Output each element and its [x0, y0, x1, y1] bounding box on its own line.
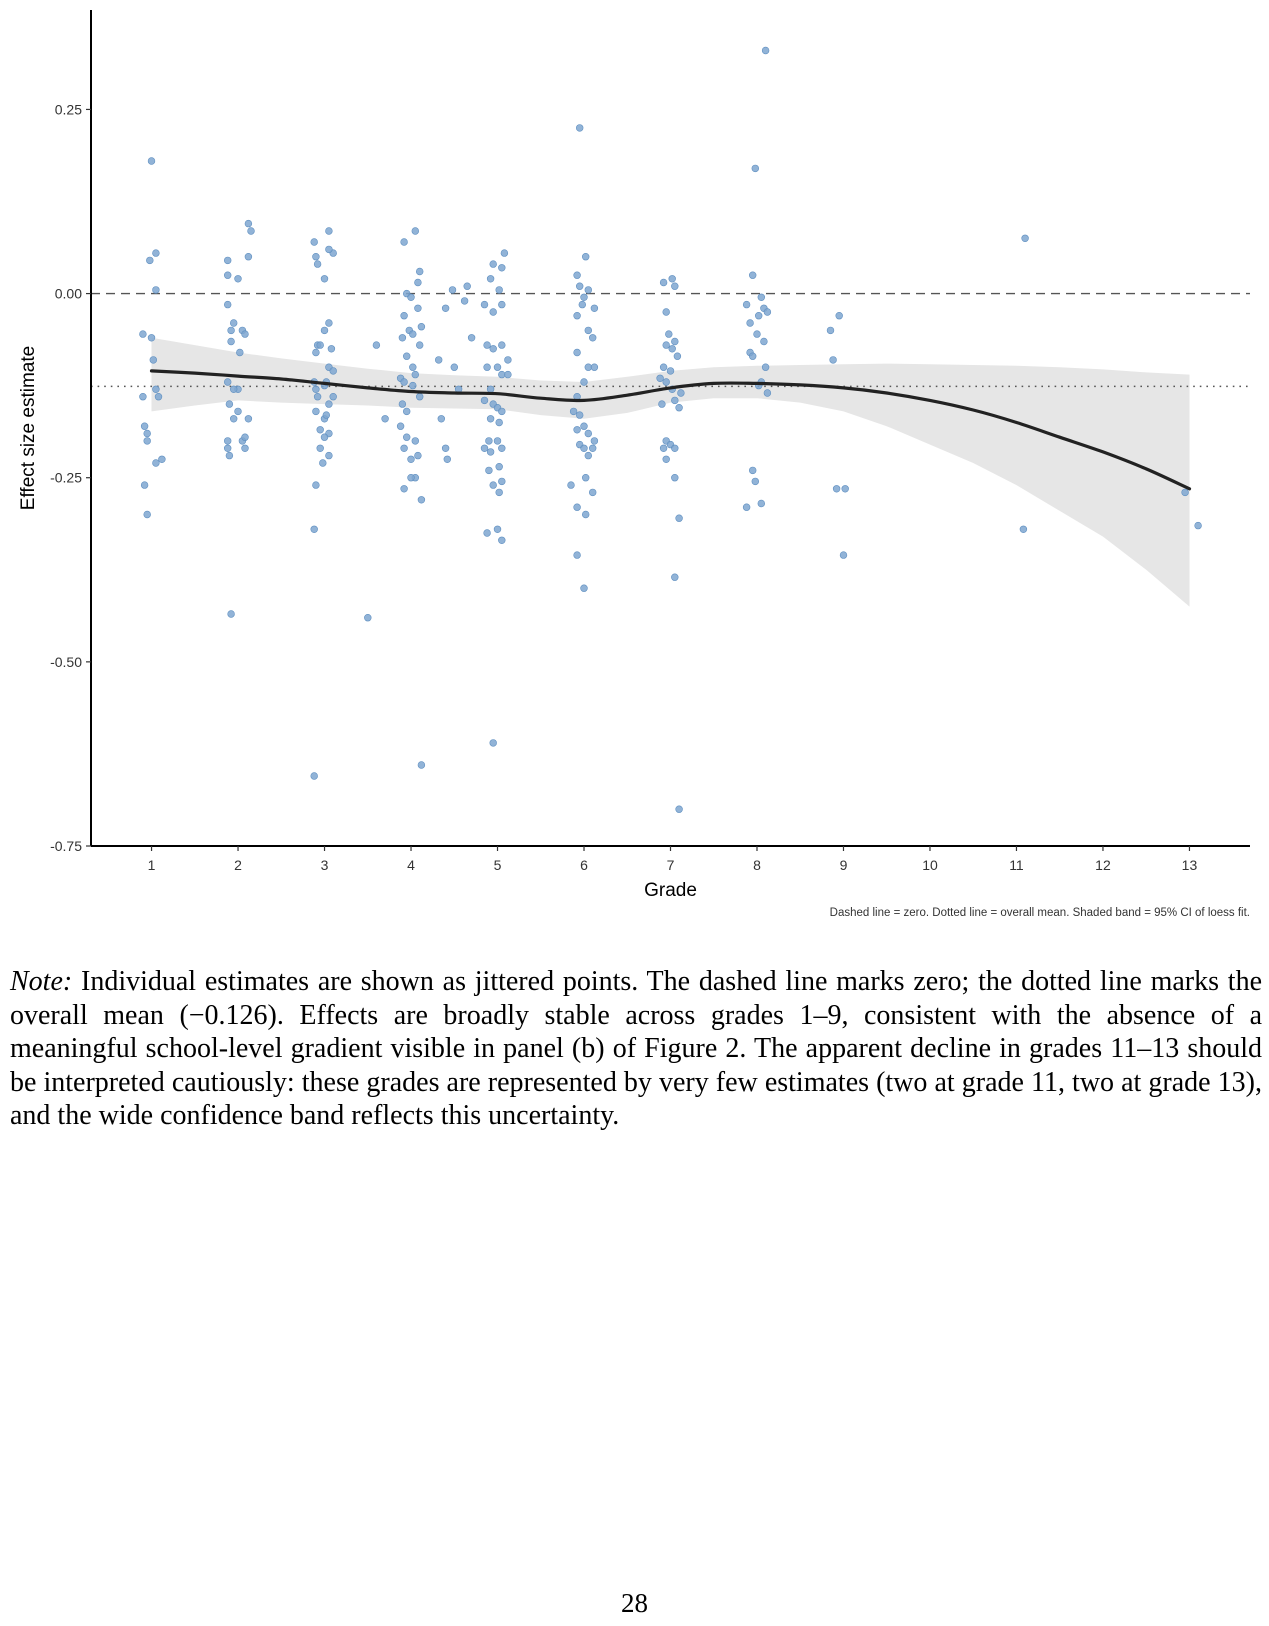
- data-point: [373, 342, 380, 349]
- data-point: [589, 334, 596, 341]
- data-point: [581, 585, 588, 592]
- data-point: [401, 312, 408, 319]
- confidence-band-layer: [152, 338, 1190, 607]
- x-tick-label: 8: [753, 857, 761, 873]
- data-point: [755, 312, 762, 319]
- data-point: [415, 305, 422, 312]
- data-point: [148, 334, 155, 341]
- data-point: [585, 287, 592, 294]
- x-tick-label: 9: [839, 857, 848, 873]
- data-point: [671, 445, 678, 452]
- data-point: [498, 445, 505, 452]
- data-point: [153, 386, 160, 393]
- data-point: [486, 438, 493, 445]
- data-point: [743, 504, 750, 511]
- data-point: [671, 574, 678, 581]
- data-point: [313, 408, 320, 415]
- data-point: [435, 357, 442, 364]
- data-point: [574, 504, 581, 511]
- data-point: [311, 239, 318, 246]
- y-tick-label: -0.75: [50, 838, 82, 854]
- data-point: [317, 445, 324, 452]
- data-point: [148, 158, 155, 165]
- data-point: [667, 368, 674, 375]
- data-point: [224, 438, 231, 445]
- data-point: [833, 485, 840, 492]
- data-point: [326, 228, 333, 235]
- data-point: [311, 526, 318, 533]
- data-point: [461, 298, 468, 305]
- data-point: [498, 264, 505, 271]
- data-point: [490, 345, 497, 352]
- data-point: [498, 371, 505, 378]
- data-point: [660, 364, 667, 371]
- data-point: [403, 353, 410, 360]
- data-point: [408, 474, 415, 481]
- data-point: [585, 430, 592, 437]
- data-point: [484, 364, 491, 371]
- confidence-band: [152, 338, 1190, 607]
- data-point: [754, 331, 761, 338]
- data-point: [245, 220, 252, 227]
- x-tick-label: 4: [407, 857, 415, 873]
- data-point: [415, 279, 422, 286]
- data-point: [230, 320, 237, 327]
- data-point: [498, 537, 505, 544]
- data-point: [401, 445, 408, 452]
- data-point: [416, 342, 423, 349]
- data-point: [224, 257, 231, 264]
- data-point: [490, 740, 497, 747]
- data-point: [242, 331, 249, 338]
- data-point: [591, 305, 598, 312]
- data-point: [490, 482, 497, 489]
- data-point: [671, 474, 678, 481]
- data-point: [830, 357, 837, 364]
- data-point: [1195, 522, 1202, 529]
- data-point: [321, 327, 328, 334]
- data-point: [665, 331, 672, 338]
- data-point: [153, 250, 160, 257]
- x-tick-label: 10: [922, 857, 938, 873]
- data-point: [228, 327, 235, 334]
- data-point: [749, 272, 756, 279]
- data-point: [438, 415, 445, 422]
- data-point: [153, 287, 160, 294]
- data-point: [490, 309, 497, 316]
- chart-caption: Dashed line = zero. Dotted line = overall mean. Shaded band = 95% CI of loess fit.: [829, 907, 1250, 919]
- data-point: [224, 272, 231, 279]
- data-point: [409, 382, 416, 389]
- data-point: [416, 393, 423, 400]
- data-point: [663, 342, 670, 349]
- data-point: [230, 415, 237, 422]
- x-tick-label: 5: [493, 857, 502, 873]
- data-point: [236, 349, 243, 356]
- data-point: [228, 611, 235, 618]
- data-point: [574, 426, 581, 433]
- data-point: [585, 327, 592, 334]
- data-point: [762, 47, 769, 54]
- data-point: [676, 404, 683, 411]
- data-point: [401, 379, 408, 386]
- figure-note: [10, 965, 1262, 1133]
- data-point: [412, 228, 419, 235]
- data-point: [501, 250, 508, 257]
- data-point: [576, 283, 583, 290]
- data-point: [840, 552, 847, 559]
- data-point: [663, 309, 670, 316]
- data-point: [415, 452, 422, 459]
- data-point: [235, 275, 242, 282]
- data-point: [484, 530, 491, 537]
- data-point: [581, 294, 588, 301]
- y-axis-title: Effect size estimate: [18, 345, 39, 511]
- data-point: [585, 452, 592, 459]
- data-point: [494, 364, 501, 371]
- data-point: [364, 614, 371, 621]
- data-point: [228, 338, 235, 345]
- data-point: [230, 386, 237, 393]
- data-point: [1022, 235, 1029, 242]
- data-point: [412, 438, 419, 445]
- data-point: [224, 379, 231, 386]
- x-tick-label: 12: [1095, 857, 1111, 873]
- data-point: [150, 357, 157, 364]
- x-tick-label: 2: [234, 857, 242, 873]
- note-lead: Note:: [10, 966, 73, 997]
- y-tick-label: -0.25: [50, 469, 82, 486]
- data-point: [140, 393, 147, 400]
- data-point: [758, 500, 765, 507]
- data-point: [330, 393, 337, 400]
- data-point: [442, 305, 449, 312]
- data-point: [442, 445, 449, 452]
- data-point: [676, 806, 683, 813]
- data-point: [570, 408, 577, 415]
- data-point: [659, 401, 666, 408]
- data-point: [418, 496, 425, 503]
- data-point: [317, 342, 324, 349]
- data-point: [582, 253, 589, 260]
- x-tick-label: 11: [1009, 857, 1024, 873]
- data-point: [401, 239, 408, 246]
- x-tick-label: 3: [320, 857, 329, 873]
- data-point: [403, 408, 410, 415]
- data-point: [399, 334, 406, 341]
- data-point: [245, 253, 252, 260]
- data-point: [743, 301, 750, 308]
- data-point: [678, 390, 685, 397]
- data-point: [159, 456, 166, 463]
- data-point: [481, 445, 488, 452]
- data-point: [671, 283, 678, 290]
- data-point: [326, 246, 333, 253]
- data-point: [146, 257, 153, 264]
- data-point: [842, 485, 849, 492]
- data-point: [144, 511, 151, 518]
- data-point: [1182, 489, 1189, 496]
- data-point: [1020, 526, 1027, 533]
- data-point: [674, 353, 681, 360]
- data-point: [576, 125, 583, 132]
- data-point: [490, 261, 497, 268]
- data-point: [582, 474, 589, 481]
- data-point: [140, 331, 147, 338]
- data-point: [498, 478, 505, 485]
- data-point: [403, 434, 410, 441]
- data-point: [574, 349, 581, 356]
- data-point: [226, 452, 233, 459]
- data-point: [382, 415, 389, 422]
- data-point: [581, 379, 588, 386]
- data-point: [328, 345, 335, 352]
- note-text: Individual estimates are shown as jittered points. The dashed line marks zero; the dotted line marks the overall mean (−0.126). Effects are broadly stable across grades 1–9, consistent with the absence of a meaningful school-level gradient visible in panel (b) of Figure 2. The apparent decline in grades 11–13 should be interpreted cautiously: these grades are represented by very few estimates (two at grade 11, two at grade 13), and the wide confidence band reflects this uncertainty.: [10, 966, 1262, 1131]
- data-point: [484, 342, 491, 349]
- data-point: [749, 467, 756, 474]
- x-tick-label: 1: [147, 857, 156, 873]
- data-point: [663, 379, 670, 386]
- data-point: [836, 312, 843, 319]
- data-point: [581, 445, 588, 452]
- data-point: [498, 301, 505, 308]
- data-point: [496, 419, 503, 426]
- data-point: [574, 312, 581, 319]
- x-tick-label: 7: [666, 857, 675, 873]
- data-point: [579, 301, 586, 308]
- data-point: [418, 323, 425, 330]
- data-point: [574, 552, 581, 559]
- data-point: [444, 456, 451, 463]
- data-point: [314, 393, 321, 400]
- data-point: [827, 327, 834, 334]
- data-point: [494, 438, 501, 445]
- data-point: [764, 309, 771, 316]
- data-point: [758, 294, 765, 301]
- data-point: [248, 228, 255, 235]
- page-number: 28: [621, 1588, 648, 1618]
- data-point: [141, 423, 148, 430]
- data-point: [321, 434, 328, 441]
- data-point: [487, 415, 494, 422]
- data-point: [412, 371, 419, 378]
- data-point: [494, 526, 501, 533]
- data-point: [144, 438, 151, 445]
- data-point: [591, 438, 598, 445]
- data-point: [451, 364, 458, 371]
- data-point: [487, 275, 494, 282]
- data-point: [326, 401, 333, 408]
- data-point: [671, 338, 678, 345]
- data-point: [326, 320, 333, 327]
- data-point: [399, 401, 406, 408]
- y-tick-label: -0.50: [50, 653, 82, 670]
- data-point: [397, 423, 404, 430]
- y-tick-label: 0.25: [54, 101, 82, 118]
- data-point: [591, 364, 598, 371]
- data-point: [505, 371, 512, 378]
- data-point: [224, 301, 231, 308]
- data-point: [326, 452, 333, 459]
- data-point: [749, 353, 756, 360]
- data-point: [321, 275, 328, 282]
- data-point: [468, 334, 475, 341]
- data-point: [487, 449, 494, 456]
- data-point: [409, 364, 416, 371]
- data-point: [317, 426, 324, 433]
- data-point: [481, 301, 488, 308]
- data-point: [486, 467, 493, 474]
- data-point: [155, 393, 162, 400]
- data-point: [496, 489, 503, 496]
- data-point: [568, 482, 575, 489]
- data-point: [323, 412, 330, 419]
- data-point: [245, 415, 252, 422]
- data-point: [319, 460, 326, 467]
- data-point: [496, 287, 503, 294]
- data-point: [235, 408, 242, 415]
- data-point: [764, 390, 771, 397]
- data-point: [589, 489, 596, 496]
- data-point: [752, 165, 759, 172]
- data-point: [496, 463, 503, 470]
- data-point: [313, 482, 320, 489]
- data-point: [576, 412, 583, 419]
- x-tick-label: 13: [1181, 857, 1198, 873]
- data-point: [574, 272, 581, 279]
- data-point: [676, 515, 683, 522]
- data-point: [226, 401, 233, 408]
- data-point: [657, 375, 664, 382]
- data-point: [224, 445, 231, 452]
- data-point: [401, 485, 408, 492]
- data-point: [671, 397, 678, 404]
- data-point: [242, 434, 249, 441]
- data-point: [449, 287, 456, 294]
- data-point: [752, 478, 759, 485]
- data-point: [581, 423, 588, 430]
- data-point: [418, 762, 425, 769]
- data-point: [314, 261, 321, 268]
- data-point: [589, 445, 596, 452]
- data-point: [669, 345, 676, 352]
- x-tick-label: 6: [580, 857, 588, 873]
- data-point: [409, 331, 416, 338]
- data-point: [153, 460, 160, 467]
- data-point: [481, 397, 488, 404]
- data-point: [408, 294, 415, 301]
- data-point: [660, 279, 667, 286]
- data-point: [144, 430, 151, 437]
- data-point: [311, 773, 318, 780]
- data-point: [669, 275, 676, 282]
- data-point: [313, 253, 320, 260]
- x-axis-title: Grade: [644, 880, 697, 901]
- data-point: [242, 445, 249, 452]
- data-point: [498, 342, 505, 349]
- data-point: [313, 349, 320, 356]
- data-point: [505, 357, 512, 364]
- data-point: [761, 338, 768, 345]
- data-point: [330, 368, 337, 375]
- data-point: [487, 386, 494, 393]
- data-point: [660, 445, 667, 452]
- data-point: [141, 482, 148, 489]
- data-point: [313, 386, 320, 393]
- data-point: [464, 283, 471, 290]
- y-tick-label: 0.00: [54, 285, 82, 302]
- data-point: [582, 511, 589, 518]
- data-point: [747, 320, 754, 327]
- data-point: [663, 456, 670, 463]
- data-point: [408, 456, 415, 463]
- data-point: [585, 364, 592, 371]
- data-point: [762, 364, 769, 371]
- data-point: [416, 268, 423, 275]
- data-point: [498, 408, 505, 415]
